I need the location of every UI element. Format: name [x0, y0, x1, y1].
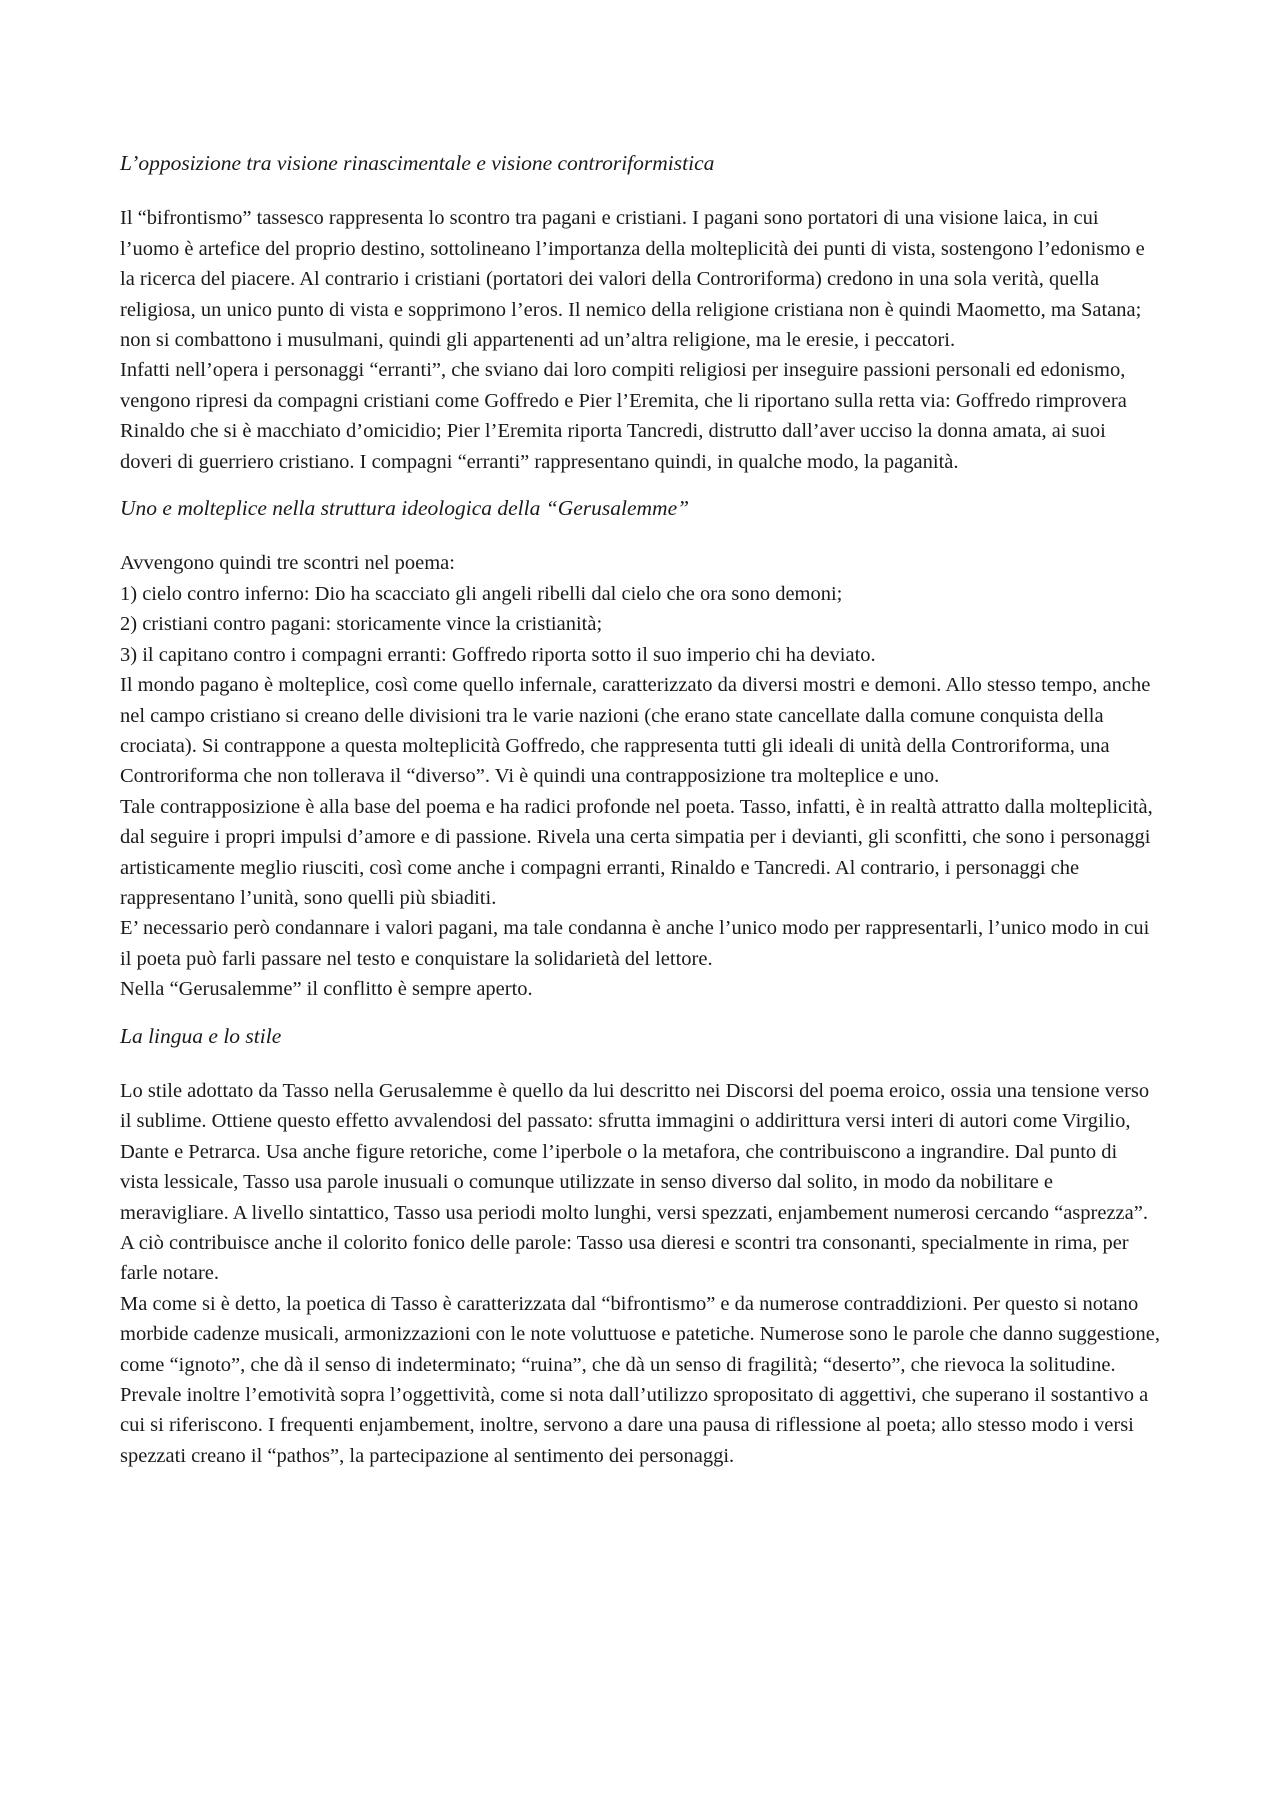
- paragraph: Nella “Gerusalemme” il conflitto è sempre aperto.: [120, 978, 533, 1001]
- section-lingua-stile: [120, 1021, 1160, 1472]
- paragraph: Prevale inoltre l’emotività sopra l’oggettività, come si nota dall’utilizzo spropositato di aggettivi, che superano il sostantivo a cui si riferiscono. I frequenti enjambement, inoltre, servono a dare una pausa di riflessione al poeta; allo stesso modo i versi spezzati creano il “pathos”, la partecipazione al sentimento dei personaggi.: [120, 1384, 1149, 1467]
- paragraph: Infatti nell’opera i personaggi “erranti”, che sviano dai loro compiti religiosi per inseguire passioni personali ed edonismo, vengono ripresi da compagni cristiani come Goffredo e Pier l’Eremita, che li riportano sulla retta via: Goffredo rimprovera Rinaldo che si è macchiato d’omicidio; Pier l’Eremita riporta Tancredi, distrutto dall’aver ucciso la donna amata, ai suoi doveri di guerriero cristiano. I compagni “erranti” rappresentano quindi, in qualche modo, la paganità.: [120, 359, 1127, 473]
- section-heading: L’opposizione tra visione rinascimentale e visione controriformistica: [120, 151, 715, 175]
- list-item: 2) cristiani contro pagani: storicamente vince la cristianità;: [120, 613, 603, 636]
- section-opposizione: [120, 148, 1160, 477]
- section-body: [120, 548, 1160, 1004]
- paragraph: Ma come si è detto, la poetica di Tasso è caratterizzata dal “bifrontismo” e da numerose contraddizioni. Per questo si notano morbide cadenze musicali, armonizzazioni con le note voluttuose e patetiche. Numerose sono le parole che danno suggestione, come “ignoto”, che dà il senso di indeterminato; “ruina”, che dà un senso di fragilità; “deserto”, che rievoca la solitudine.: [120, 1292, 1161, 1376]
- section-body: [120, 203, 1160, 477]
- section-uno-molteplice: [120, 493, 1160, 1005]
- paragraph: Il “bifrontismo” tassesco rappresenta lo scontro tra pagani e cristiani. I pagani sono portatori di una visione laica, in cui l’uomo è artefice del proprio destino, sottolineano l’importanza della molteplicità dei punti di vista, sostengono l’edonismo e la ricerca del piacere. Al contrario i cristiani (portatori dei valori della Controriforma) credono in una sola verità, quella religiosa, un unico punto di vista e sopprimono l’eros. Il nemico della religione cristiana non è quindi Maometto, ma Satana; non si combattono i musulmani, quindi gli appartenenti ad un’altra religione, ma le eresie, i peccatori.: [120, 207, 1145, 352]
- paragraph: Avvengono quindi tre scontri nel poema:: [120, 552, 455, 575]
- section-heading: Uno e molteplice nella struttura ideologica della “Gerusalemme”: [120, 496, 690, 521]
- paragraph: Lo stile adottato da Tasso nella Gerusalemme è quello da lui descritto nei Discorsi del poema eroico, ossia una tensione verso il sublime. Ottiene questo effetto avvalendosi del passato: sfrutta immagini o addirittura versi interi di autori come Virgilio, Dante e Petrarca. Usa anche figure retoriche, come l’iperbole o la metafora, che contribuiscono a ingrandire. Dal punto di vista lessicale, Tasso usa parole inusuali o comunque utilizzate in senso diverso dal solito, in modo da nobilitare e meravigliare. A livello sintattico, Tasso usa periodi molto lunghi, versi spezzati, enjambement numerosi cercando “asprezza”. A ciò contribuisce anche il colorito fonico delle parole: Tasso usa dieresi e scontri tra consonanti, specialmente in rima, per farle notare.: [120, 1079, 1150, 1285]
- paragraph: Il mondo pagano è molteplice, così come quello infernale, caratterizzato da diversi mostri e demoni. Allo stesso tempo, anche nel campo cristiano si creano delle divisioni tra le varie nazioni (che erano state cancellate dalla comune conquista della crociata). Si contrappone a questa molteplicità Goffredo, che rappresenta tutti gli ideali di unità della Controriforma, una Controriforma che non tollerava il “diverso”. Vi è quindi una contrapposizione tra molteplice e uno.: [120, 674, 1151, 788]
- section-body: [120, 1076, 1160, 1471]
- document-page: [120, 148, 1160, 1471]
- section-heading: La lingua e lo stile: [120, 1023, 282, 1048]
- paragraph: Tale contrapposizione è alla base del poema e ha radici profonde nel poeta. Tasso, infatti, è in realtà attratto dalla molteplicità, dal seguire i propri impulsi d’amore e di passione. Rivela una certa simpatia per i devianti, gli sconfitti, che sono i personaggi artisticamente meglio riusciti, così come anche i compagni erranti, Rinaldo e Tancredi. Al contrario, i personaggi che rappresentano l’unità, sono quelli più sbiaditi.: [120, 795, 1153, 909]
- list-item: 1) cielo contro inferno: Dio ha scacciato gli angeli ribelli dal cielo che ora sono demoni;: [120, 582, 843, 605]
- paragraph: E’ necessario però condannare i valori pagani, ma tale condanna è anche l’unico modo per rappresentarli, l’unico modo in cui il poeta può farli passare nel testo e conquistare la solidarietà del lettore.: [120, 917, 1150, 970]
- list-item: 3) il capitano contro i compagni erranti: Goffredo riporta sotto il suo imperio chi ha deviato.: [120, 643, 876, 666]
